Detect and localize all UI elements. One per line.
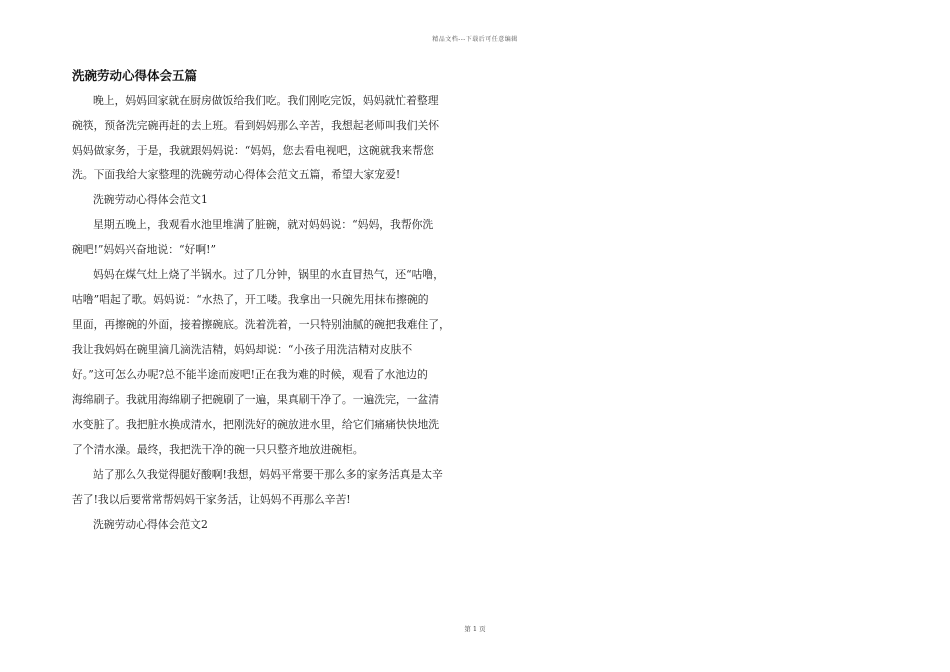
paragraph-line: 了个清水澡。最终，我把洗干净的碗一只只整齐地放进碗柜。 xyxy=(72,443,364,456)
paragraph-line: 妈妈在煤气灶上烧了半锅水。过了几分钟，锅里的水直冒热气，还“咕噜， xyxy=(93,268,445,281)
paragraph-line: 苦了!我以后要常常帮妈妈干家务活，让妈妈不再那么辛苦! xyxy=(72,493,351,506)
paragraph-line: 里面，再擦碗的外面，接着擦碗底。洗着洗着，一只特别油腻的碗把我难住了， xyxy=(72,318,450,331)
paragraph-line: 星期五晚上，我观看水池里堆满了脏碗，就对妈妈说：“妈妈，我帮你洗 xyxy=(93,218,434,231)
paragraph-line: 海绵刷子。我就用海绵刷子把碗刷了一遍，果真刷干净了。一遍洗完，一盆清 xyxy=(72,393,440,406)
paragraph-line: 站了那么久我觉得腿好酸啊!我想，妈妈平常要干那么多的家务活真是太辛 xyxy=(93,468,443,481)
section-heading: 洗碗劳动心得体会范文1 xyxy=(93,193,208,206)
document-title: 洗碗劳动心得体会五篇 xyxy=(72,68,198,83)
paragraph-line: 晚上，妈妈回家就在厨房做饭给我们吃。我们刚吃完饭，妈妈就忙着整理 xyxy=(93,94,439,107)
header-note: 精品文档---下载后可任意编辑 xyxy=(432,36,518,43)
paragraph-line: 好。”这可怎么办呢?总不能半途而废吧!正在我为难的时候，观看了水池边的 xyxy=(72,368,428,381)
section-heading: 洗碗劳动心得体会范文2 xyxy=(93,518,208,531)
paragraph-line: 咕噜”唱起了歌。妈妈说：“水热了，开工喽。我拿出一只碗先用抹布擦碗的 xyxy=(72,293,429,306)
paragraph-line: 洗。下面我给大家整理的洗碗劳动心得体会范文五篇，希望大家宠爱! xyxy=(72,168,401,181)
page-number: 第 1 页 xyxy=(464,625,486,633)
paragraph-line: 我让我妈妈在碗里滴几滴洗洁精，妈妈却说：“小孩子用洗洁精对皮肤不 xyxy=(72,343,413,356)
paragraph-line: 碗吧!”妈妈兴奋地说：“好啊!” xyxy=(72,243,217,256)
paragraph-line: 水变脏了。我把脏水换成清水，把刚洗好的碗放进水里，给它们痛痛快快地洗 xyxy=(72,418,440,431)
paragraph-line: 碗筷，预备洗完碗再赶的去上班。看到妈妈那么辛苦，我想起老师叫我们关怀 xyxy=(72,119,440,132)
paragraph-line: 妈妈做家务，于是，我就跟妈妈说：“妈妈，您去看电视吧，这碗就我来帮您 xyxy=(72,144,434,157)
